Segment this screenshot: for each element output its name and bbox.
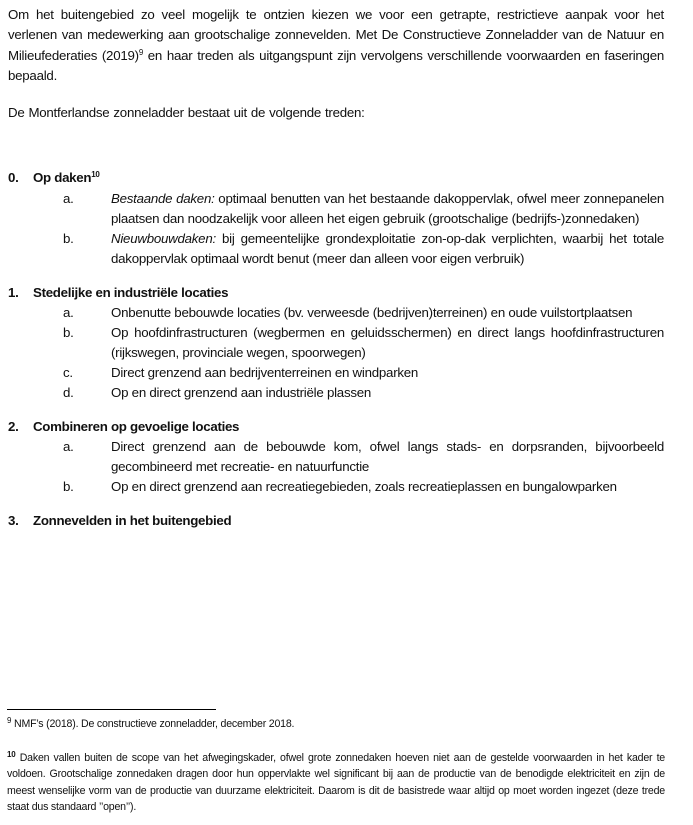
list-item (63, 303, 664, 323)
item-lead: Bestaande daken: (111, 190, 215, 206)
item-text (111, 477, 664, 497)
step-number: 3. (8, 513, 19, 529)
step-title: Combineren op gevoelige locaties (33, 419, 240, 435)
footnote-separator (7, 709, 216, 710)
document-page (8, 5, 664, 532)
intro-paragraph (8, 5, 664, 86)
ladder-intro-paragraph: De Montferlandse zonneladder bestaat uit de volgende treden: (8, 105, 365, 121)
item-letter: b. (63, 325, 74, 341)
ladder-step (8, 168, 664, 268)
step-items (63, 303, 664, 403)
ladder-step-heading (8, 168, 664, 188)
list-item (63, 383, 664, 403)
list-item (63, 189, 664, 229)
footnote-text: NMF’s (2018). De constructieve zonneladder, december 2018. (11, 718, 295, 730)
item-letter: a. (63, 305, 74, 321)
item-text (111, 229, 664, 269)
list-item (63, 437, 664, 477)
step-title: Stedelijke en industriële locaties (33, 284, 229, 300)
item-text (111, 437, 664, 477)
item-body: Direct grenzend aan de bebouwde kom, ofwel langs stads- en dorpsranden, bijvoorbeeld gecombineerd met recreatie- en natuurfunctie (111, 439, 664, 475)
ladder-step (8, 283, 664, 403)
ladder-step (8, 511, 664, 531)
item-text (111, 323, 664, 363)
item-letter: c. (63, 365, 73, 381)
list-item (63, 363, 664, 383)
footnote-ref-9[interactable]: 9 (138, 47, 144, 57)
list-item (63, 477, 664, 497)
footnote-text: Daken vallen buiten de scope van het afwegingskader, ofwel grote zonnedaken hoeven niet aan de gestelde voorwaarden in het kader te voldoen. Grootschalige zonnedaken dragen door hun oppervlakte wel significant bij aan de productie van de benodigde elektriciteit en zijn de meest wenselijke vorm van de productie van duurzame elektriciteit. Daarom is dit de basistrede waar altijd op moet worden ingezet (deze trede staat dus standaard ’’open’’). (7, 752, 665, 814)
item-body: Direct grenzend aan bedrijventerreinen en windparken (111, 365, 419, 381)
item-text (111, 363, 664, 383)
step-items (63, 437, 664, 497)
step-number: 2. (8, 419, 19, 435)
step-number: 1. (8, 284, 19, 300)
item-body: Op en direct grenzend aan recreatiegebieden, zoals recreatieplassen en bungalowparken (111, 479, 617, 495)
footnote-9 (7, 716, 665, 732)
item-body: Op hoofdinfrastructuren (wegbermen en geluidsschermen) en direct langs hoofdinfrastructuren (rijkswegen, provinciale wegen, spoorwegen) (111, 325, 664, 361)
ladder-step-heading (8, 417, 664, 437)
step-title: Zonnevelden in het buitengebied (33, 513, 232, 529)
ladder-step-heading (8, 511, 664, 531)
item-text (111, 189, 664, 229)
footnote-10 (7, 750, 665, 816)
item-body: Op en direct grenzend aan industriële plassen (111, 385, 372, 401)
ladder-step (8, 417, 664, 497)
step-number: 0. (8, 170, 19, 186)
list-item (63, 229, 664, 269)
item-body: bij gemeentelijke grondexploitatie zon-op-dak verplichten, waarbij het totale dakoppervlak optimaal wordt benut (meer dan alleen voor eigen verbruik) (111, 230, 664, 266)
zonneladder-list (8, 168, 664, 531)
footnote-ref-10[interactable]: 10 (91, 170, 100, 180)
item-letter: a. (63, 190, 74, 206)
item-body: optimaal benutten van het bestaande dakoppervlak, ofwel meer zonnepanelen plaatsen dan noodzakelijk voor alleen het eigen gebruik (grootschalige (bedrijfs-)zonnedaken) (111, 190, 664, 226)
footnote-number: 9 (7, 716, 12, 725)
item-letter: a. (63, 439, 74, 455)
step-items (63, 189, 664, 269)
item-text (111, 383, 664, 403)
step-title: Op daken (33, 170, 92, 186)
footnote-number: 10 (7, 750, 16, 759)
intro-text: Om het buitengebied zo veel mogelijk te ontzien kiezen we voor een getrapte, restrictieve aanpak voor het verlenen van medewerking aan grootschalige zonnevelden. Met De Constructieve Zonneladder van de Natuur en Milieufederaties (2019) (8, 7, 664, 63)
item-text (111, 303, 664, 323)
intro-text-continued: en haar treden als uitgangspunt zijn vervolgens verschillende voorwaarden en faseringen bepaald. (8, 47, 664, 83)
item-letter: d. (63, 385, 74, 401)
item-letter: b. (63, 479, 74, 495)
ladder-step-heading (8, 283, 664, 303)
item-letter: b. (63, 230, 74, 246)
item-lead: Nieuwbouwdaken: (111, 230, 216, 246)
item-body: Onbenutte bebouwde locaties (bv. verweesde (bedrijven)terreinen) en oude vuilstortplaatsen (111, 305, 633, 321)
list-item (63, 323, 664, 363)
